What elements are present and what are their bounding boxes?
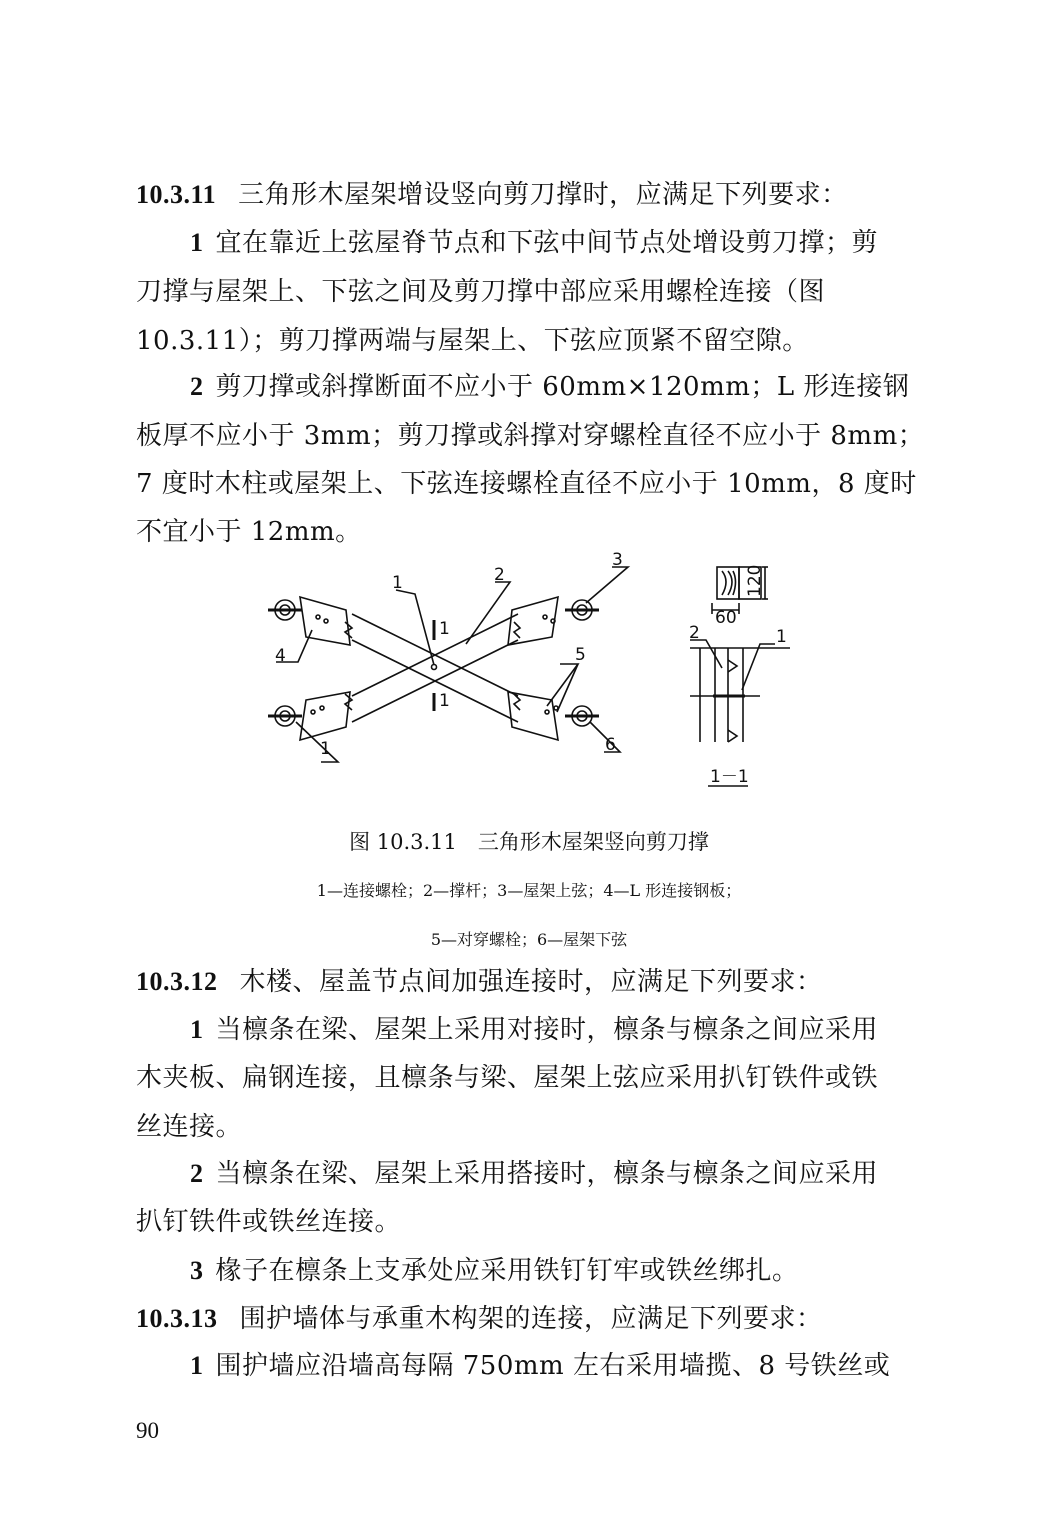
paragraph-line [190,1159,980,1189]
section-label-1: 1 [776,627,787,647]
label-5-through-bolt: 5 [575,645,586,665]
paragraph-line [190,1256,980,1286]
section-label-2: 2 [689,623,700,643]
paragraph-line: 刀撑与屋架上、下弦之间及剪刀撑中部应采用螺栓连接（图 [136,277,826,307]
dimension-120: 120 [745,564,765,597]
label-1-bolt-lower: 1 [320,739,331,759]
paragraph-line: 扒钉铁件或铁丝连接。 [136,1207,402,1237]
text: 宜在靠近上弦屋脊节点和下弦中间节点处增设剪刀撑；剪 [215,228,879,258]
paragraph-line [190,1351,980,1381]
clause-title: 木楼、屋盖节点间加强连接时，应满足下列要求： [239,967,823,997]
section-mark-bottom: 1 [439,691,450,711]
clause-10-3-13-heading [136,1304,926,1334]
label-3-top-chord: 3 [612,550,623,570]
paragraph-line [190,1015,980,1045]
label-2-strut: 2 [494,565,505,585]
label-6-bottom-chord: 6 [605,735,616,755]
clause-title: 围护墙体与承重木构架的连接，应满足下列要求： [239,1304,823,1334]
text: 当檩条在梁、屋架上采用搭接时，檩条与檩条之间应采用 [215,1159,879,1189]
text: 椽子在檩条上支承处应采用铁钉钉牢或铁丝绑扎。 [215,1256,799,1286]
l-plate [300,597,350,645]
paragraph-line: 7 度时木柱或屋架上、下弦连接螺栓直径不应小于 10mm，8 度时 [136,469,917,499]
section-mark-top: 1 [439,619,450,639]
text: 围护墙应沿墙高每隔 750mm 左右采用墙揽、8 号铁丝或 [215,1351,891,1381]
dimension-60: 60 [715,608,737,628]
item-number: 3 [190,1256,204,1285]
paragraph-line: 不宜小于 12mm。 [136,517,362,547]
label-1-bolt: 1 [392,573,403,593]
figure-caption: 图 10.3.11 三角形木屋架竖向剪刀撑 [349,830,709,854]
clause-number: 10.3.12 [136,967,218,996]
clause-number: 10.3.11 [136,180,217,209]
clause-title: 三角形木屋架增设竖向剪刀撑时，应满足下列要求： [238,180,848,210]
paragraph-line: 木夹板、扁钢连接，且檩条与梁、屋架上弦应采用扒钉铁件或铁 [136,1063,879,1093]
label-4-l-plate: 4 [275,646,286,666]
section-title: 1－1 [710,767,749,787]
paragraph-line: 10.3.11）；剪刀撑两端与屋架上、下弦应顶紧不留空隙。 [136,326,809,356]
text: 剪刀撑或斜撑断面不应小于 60mm×120mm；L 形连接钢 [215,372,910,402]
paragraph-line: 丝连接。 [136,1112,243,1142]
text: 当檩条在梁、屋架上采用对接时，檩条与檩条之间应采用 [215,1015,879,1045]
item-number: 1 [190,228,204,257]
clause-10-3-12-heading [136,967,926,997]
item-number: 1 [190,1015,204,1044]
figure-legend-line1: 1—连接螺栓；2—撑杆；3—屋架上弦；4—L 形连接钢板； [316,881,742,900]
item-number: 2 [190,1159,204,1188]
item-number: 1 [190,1351,204,1380]
item-number: 2 [190,372,204,401]
page-number: 90 [136,1418,159,1443]
clause-number: 10.3.13 [136,1304,218,1333]
l-plate [508,692,558,740]
figure-legend-line2: 5—对穿螺栓；6—屋架下弦 [430,930,628,949]
paragraph-line: 板厚不应小于 3mm；剪刀撑或斜撑对穿螺栓直径不应小于 8mm； [136,421,925,451]
